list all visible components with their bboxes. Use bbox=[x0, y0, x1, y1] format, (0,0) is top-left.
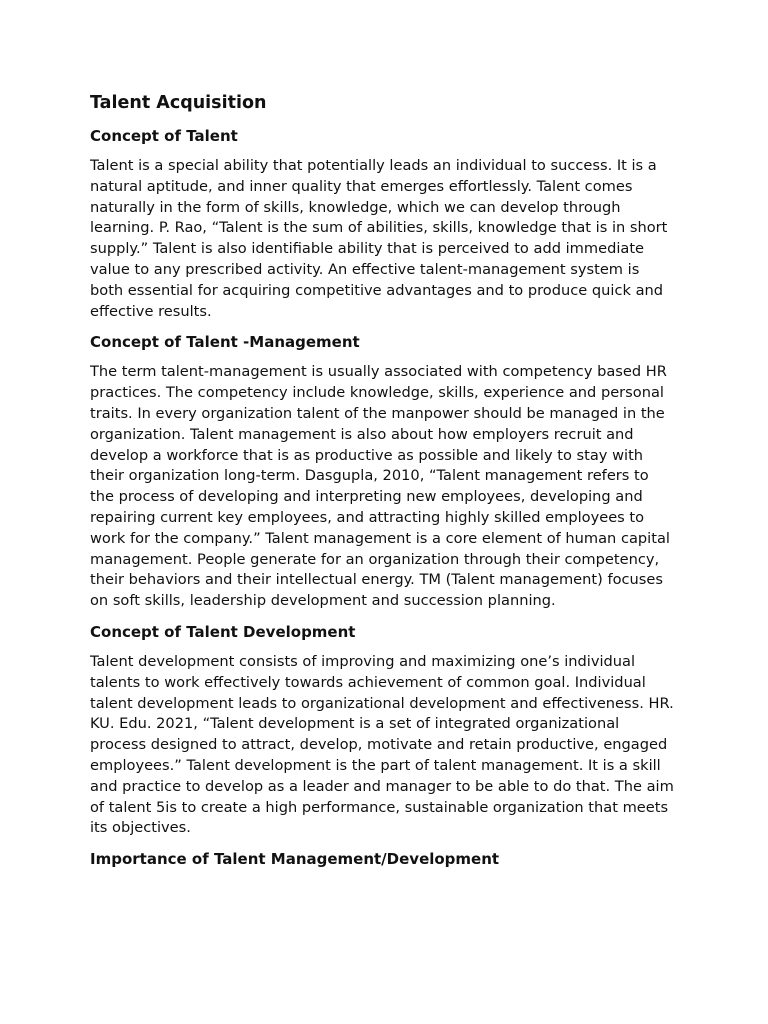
paragraph-concept-of-talent: Talent is a special ability that potentially leads an individual to success. It is a natural aptitude, and inner quality that emerges effortlessly. Talent comes naturally in the form of skills, knowledge, which we can develop through learning. P. Rao, “Talent is the sum of abilities, skills, knowledge that is in short supply.” Talent is also identifiable ability that is perceived to add immediate value to any prescribed activity. An effective talent-management system is both essential for acquiring competitive advantages and to produce quick and effective results. bbox=[90, 157, 668, 320]
paragraph-talent-management: The term talent-management is usually associated with competency based HR practices. The competency include knowledge, skills, experience and personal traits. In every organization talent of the manpower should be managed in the organization. Talent management is also about how employers recruit and develop a workforce that is as productive as possible and likely to stay with their organization long-term. Dasgupla, 2010, “Talent management refers to the process of developing and interpreting new employees, developing and repairing current key employees, and attracting highly skilled employees to work for the company.” Talent management is a core element of human capital management. People generate for an organization through their competency, their behaviors and their intellectual energy. TM (Talent management) focuses on soft skills, leadership development and succession planning. bbox=[90, 363, 670, 610]
document-title: Talent Acquisition bbox=[90, 93, 267, 113]
section-heading-talent-development: Concept of Talent Development bbox=[90, 622, 356, 641]
paragraph-talent-development: Talent development consists of improving and maximizing one’s individual talents to work effectively towards achievement of common goal. Individual talent development leads to organizational development and effectiveness. HR. KU. Edu. 2021, “Talent development is a set of integrated organizational process designed to attract, develop, motivate and retain productive, engaged employees.” Talent development is the part of talent management. It is a skill and practice to develop as a leader and manager to be able to do that. The aim of talent 5is to create a high performance, sustainable organization that meets its objectives. bbox=[90, 652, 674, 837]
section-heading-talent-management: Concept of Talent -Management bbox=[90, 333, 360, 352]
document-page bbox=[90, 92, 676, 879]
section-heading-importance: Importance of Talent Management/Development bbox=[90, 850, 500, 869]
section-heading-concept-of-talent: Concept of Talent bbox=[90, 127, 238, 145]
